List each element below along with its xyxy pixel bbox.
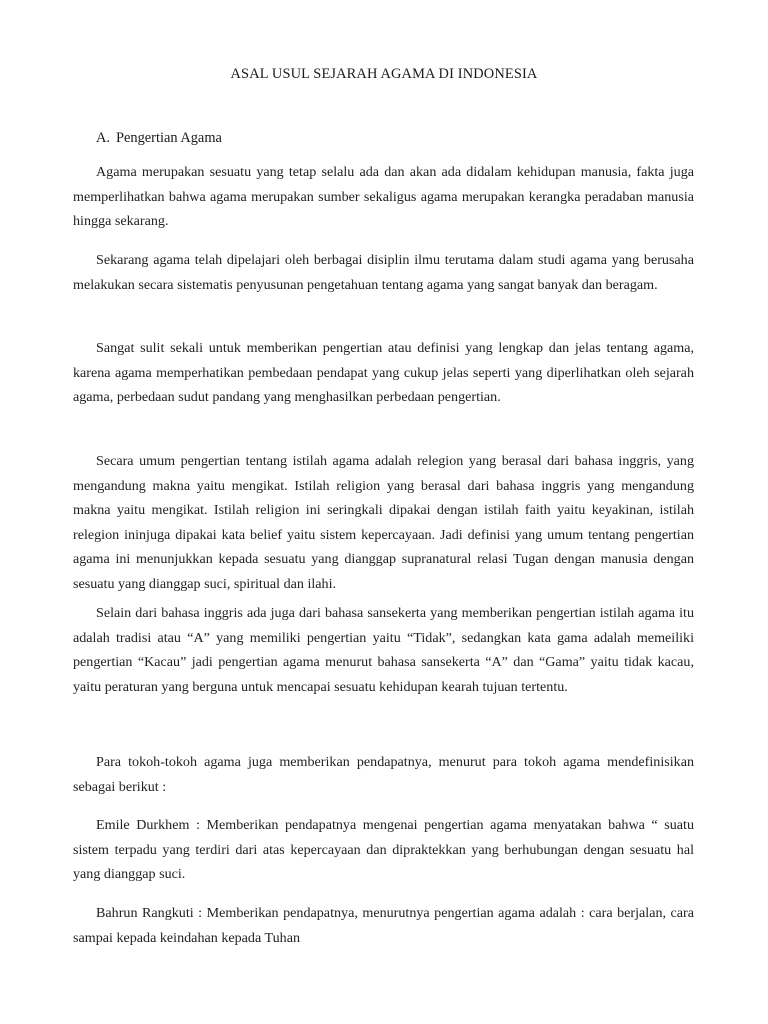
- paragraph: Sekarang agama telah dipelajari oleh berbagai disiplin ilmu terutama dalam studi agama yang berusaha melakukan secara sistematis penyusunan pengetahuan tentang agama yang sangat banyak dan beragam.: [73, 252, 694, 293]
- paragraph: Sangat sulit sekali untuk memberikan pengertian atau definisi yang lengkap dan jelas tentang agama, karena agama memperhatikan pembedaan pendapat yang cukup jelas seperti yang diperlihatkan oleh sejarah agama, perbedaan sudut pandang yang menghasilkan perbedaan pengertian.: [73, 340, 694, 406]
- paragraph: Agama merupakan sesuatu yang tetap selalu ada dan akan ada didalam kehidupan manusia, fakta juga memperlihatkan bahwa agama merupakan sumber sekaligus agama merupakan kerangka peradaban manusia hingga sekarang.: [73, 164, 694, 230]
- paragraph: Selain dari bahasa inggris ada juga dari bahasa sansekerta yang memberikan pengertian istilah agama itu adalah tradisi atau “A” yang memiliki pengertian yaitu “Tidak”, sedangkan kata gama adalah memeiliki pengertian “Kacau” jadi pengertian agama menurut bahasa sansekerta “A” dan “Gama” yaitu tidak kacau, yaitu peraturan yang berguna untuk mencapai sesuatu kehidupan kearah tujuan tertentu.: [73, 605, 694, 695]
- paragraph: Bahrun Rangkuti : Memberikan pendapatnya, menurutnya pengertian agama adalah : cara berjalan, cara sampai kepada keindahan kepada Tuhan: [73, 905, 694, 946]
- section-heading: [96, 130, 222, 147]
- paragraph: Emile Durkhem : Memberikan pendapatnya mengenai pengertian agama menyatakan bahwa “ suatu sistem terpadu yang terdiri dari atas kepercayaan dan dipraktekkan yang berhubungan dengan sesuatu hal yang dianggap suci.: [73, 817, 694, 883]
- paragraph: Secara umum pengertian tentang istilah agama adalah relegion yang berasal dari bahasa inggris, yang mengandung makna yaitu mengikat. Istilah religion yang berasal dari bahasa inggris yang mengandung makna yaitu mengikat. Istilah religion ini seringkali dipakai dengan istilah faith yaitu keyakinan, istilah relegion ininjuga dipakai kata belief yaitu sistem kepercayaan. Jadi definisi yang umum tentang pengertian agama ini menunjukkan kepada sesuatu yang dianggap supranatural relasi Tugan dengan manusia dengan sesuatu yang dianggap suci, spiritual dan ilahi.: [73, 453, 694, 592]
- document-title: ASAL USUL SEJARAH AGAMA DI INDONESIA: [230, 66, 538, 82]
- paragraph: Para tokoh-tokoh agama juga memberikan pendapatnya, menurut para tokoh agama mendefinisikan sebagai berikut :: [73, 754, 694, 795]
- section-number: A.: [96, 130, 110, 146]
- section-heading-text: Pengertian Agama: [116, 130, 222, 146]
